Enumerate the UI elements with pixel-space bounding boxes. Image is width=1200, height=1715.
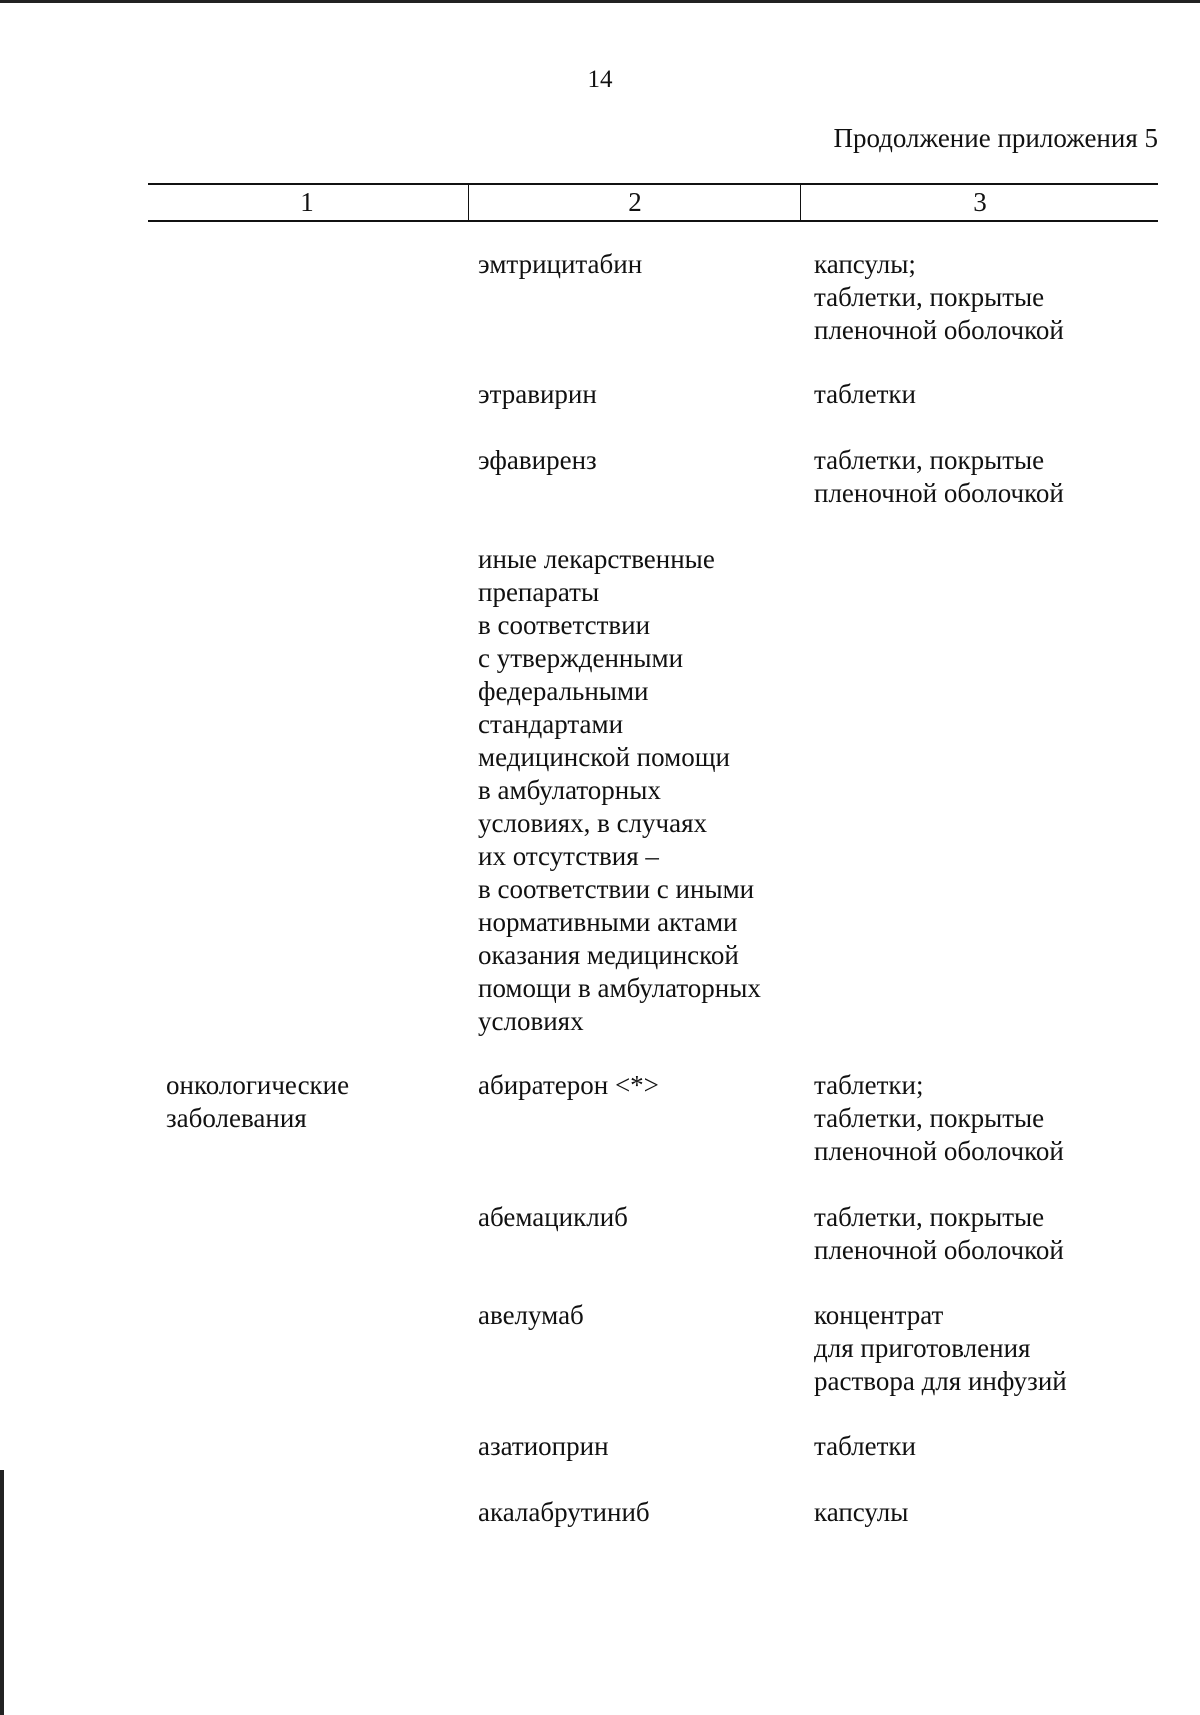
drug-name: иные лекарственные препараты в соответствии с утвержденными федеральными стандартами медицинской помощи в амбулаторных условиях, в случаях их отсутствия – в соответствии с иными нормативными актами оказания медицинской помощи в амбулаторных условиях xyxy=(478,544,761,1036)
drug-name: эфавиренз xyxy=(478,445,597,475)
drug-name: абиратерон <*> xyxy=(478,1070,659,1100)
scan-edge-top xyxy=(0,0,1200,3)
column-header-3: 3 xyxy=(800,185,1159,220)
drug-name: этравирин xyxy=(478,379,597,409)
scan-edge-left xyxy=(0,1470,4,1715)
page-number: 14 xyxy=(587,66,613,93)
column-header-2: 2 xyxy=(468,185,801,220)
dosage-form: таблетки; таблетки, покрытые пленочной оболочкой xyxy=(814,1070,1064,1166)
table-header xyxy=(148,183,1158,222)
dosage-form: таблетки xyxy=(814,379,917,409)
drug-name: абемациклиб xyxy=(478,1202,628,1232)
drug-name: авелумаб xyxy=(478,1300,584,1330)
dosage-form: таблетки, покрытые пленочной оболочкой xyxy=(814,445,1064,508)
dosage-form: таблетки, покрытые пленочной оболочкой xyxy=(814,1202,1064,1265)
disease-category: онкологические заболевания xyxy=(166,1070,350,1133)
drug-name: азатиоприн xyxy=(478,1431,609,1461)
drug-name: эмтрицитабин xyxy=(478,249,643,279)
dosage-form: капсулы; таблетки, покрытые пленочной оболочкой xyxy=(814,249,1064,345)
dosage-form: капсулы xyxy=(814,1497,909,1527)
column-header-1: 1 xyxy=(300,187,314,217)
drug-name: акалабрутиниб xyxy=(478,1497,650,1527)
appendix-heading: Продолжение приложения 5 xyxy=(833,123,1158,153)
dosage-form: концентрат для приготовления раствора для инфузий xyxy=(814,1300,1067,1396)
dosage-form: таблетки xyxy=(814,1431,917,1461)
